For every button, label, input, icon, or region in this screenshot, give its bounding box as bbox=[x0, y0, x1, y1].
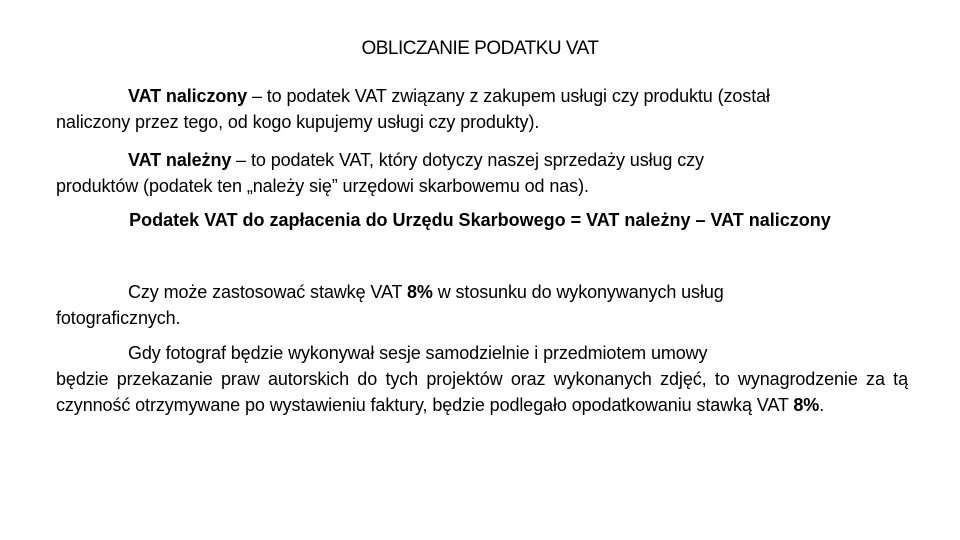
rate-value: 8% bbox=[407, 282, 433, 302]
definition-vat-naliczony bbox=[56, 83, 908, 135]
rate-value: 8% bbox=[793, 395, 820, 415]
answer-line-1: Gdy fotograf będzie wykonywał sesje samodzielnie i przedmiotem umowy bbox=[128, 343, 708, 363]
term-vat-naliczony: VAT naliczony bbox=[128, 86, 248, 106]
question-text-a: Czy może zastosować stawkę VAT bbox=[128, 282, 407, 302]
answer-text: będzie przekazanie praw autorskich do tych projektów oraz wykonanych zdjęć, to wynagrodzenie za tą czynność otrzymywane po wystawieniu faktury, będzie podlegało opodatkowaniu stawką VAT bbox=[56, 369, 908, 415]
question-line-1 bbox=[56, 279, 908, 305]
definition-line-2: naliczony przez tego, od kogo kupujemy usługi czy produkty). bbox=[56, 112, 540, 132]
definition-line-1 bbox=[56, 147, 908, 173]
definition-text: – to podatek VAT, który dotyczy naszej sprzedaży usług czy bbox=[231, 150, 704, 170]
slide-title: OBLICZANIE PODATKU VAT bbox=[361, 38, 599, 59]
answer-body bbox=[56, 366, 908, 418]
question-paragraph bbox=[56, 279, 908, 331]
question-text-b: w stosunku do wykonywanych usług bbox=[432, 282, 724, 302]
answer-paragraph bbox=[56, 340, 908, 418]
definition-line-2: produktów (podatek ten „należy się” urzędowi skarbowemu od nas). bbox=[56, 176, 589, 196]
term-vat-nalezny: VAT należny bbox=[128, 150, 232, 170]
definition-vat-nalezny bbox=[56, 147, 908, 199]
vat-formula: Podatek VAT do zapłacenia do Urzędu Skarbowego = VAT należny – VAT naliczony bbox=[129, 210, 831, 230]
definition-line-1 bbox=[56, 83, 908, 109]
definition-text: – to podatek VAT związany z zakupem usługi czy produktu (został bbox=[247, 86, 770, 106]
question-line-2: fotograficznych. bbox=[56, 308, 181, 328]
answer-end: . bbox=[819, 395, 825, 415]
